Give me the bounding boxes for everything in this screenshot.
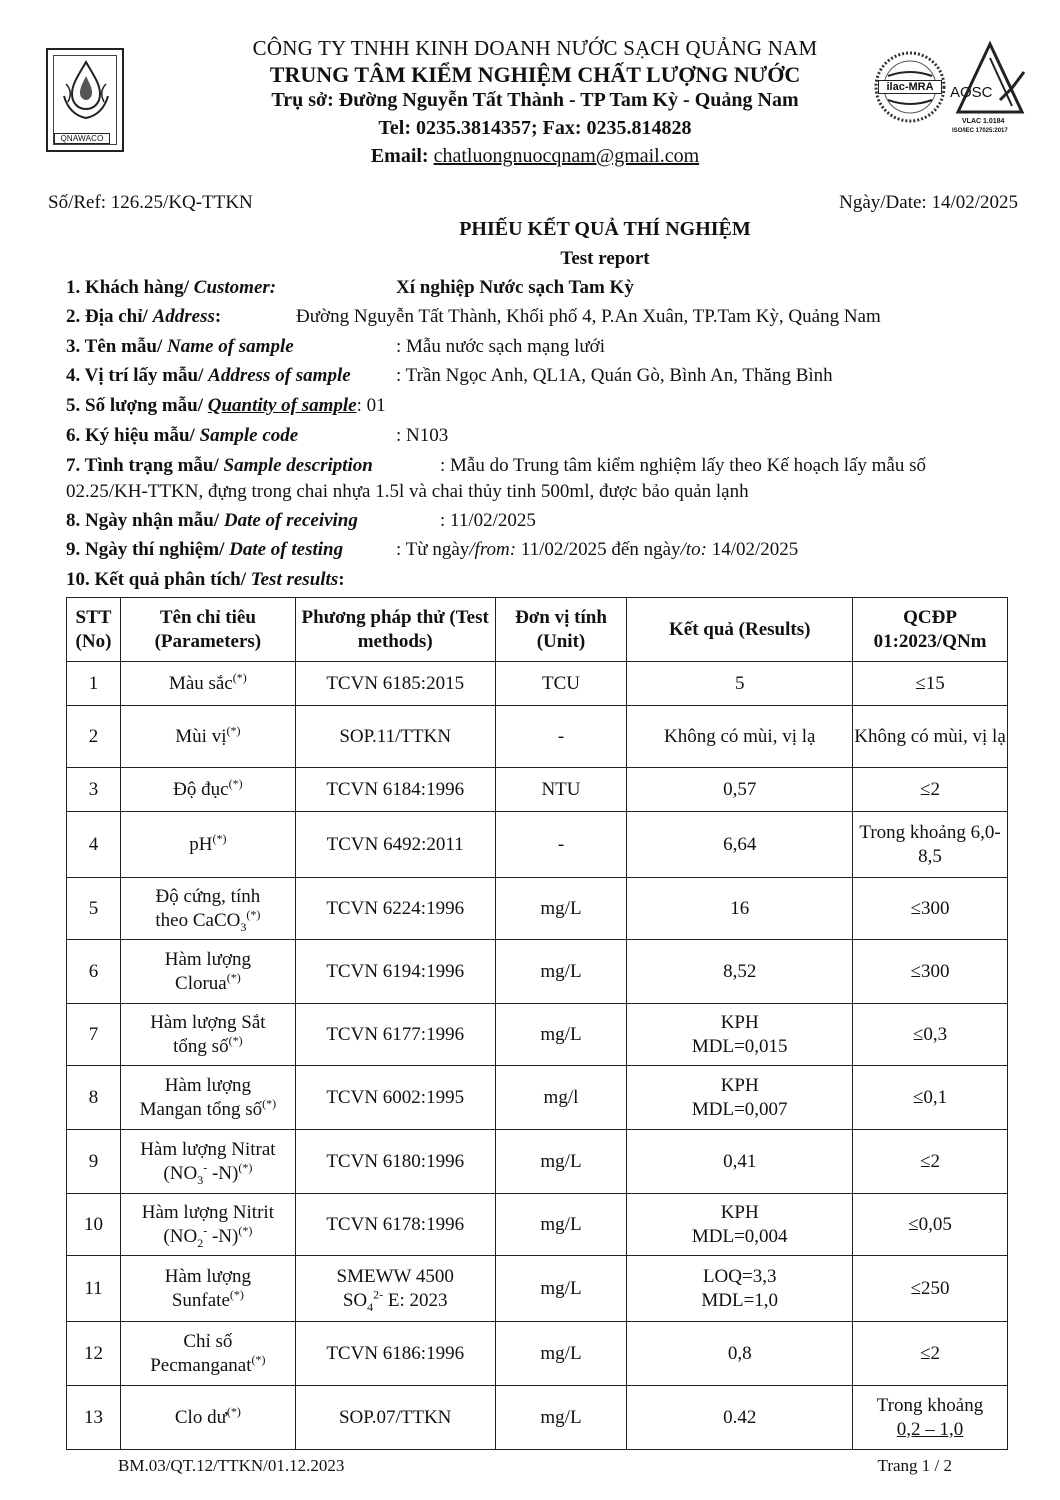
cell-no: 5: [67, 878, 121, 940]
testing-label-en: Date of testing: [229, 539, 344, 560]
param-text: Hàm lượng: [164, 1265, 252, 1287]
method-text-3: E: 2023: [383, 1289, 448, 1311]
param-text-3: -N): [207, 1162, 239, 1184]
cell-no: 2: [67, 706, 121, 768]
table-row: [67, 940, 1008, 1004]
table-row: [67, 662, 1008, 706]
method-subscript: 4: [367, 1299, 374, 1314]
cell-result: 5: [627, 662, 853, 706]
cell-limit: ≤2: [853, 768, 1008, 812]
info-results: [66, 569, 345, 591]
note-mark: (*): [229, 1287, 244, 1302]
sample-code-label: 6. Ký hiệu mẫu/: [66, 425, 200, 446]
cell-limit: ≤15: [853, 662, 1008, 706]
cell-unit: TCU: [495, 662, 627, 706]
param-text-3: -N): [207, 1225, 239, 1247]
qnawaco-logo: [46, 48, 124, 152]
method-charge: 2-: [373, 1287, 384, 1302]
aosc-vlac: VLAC 1.0184: [962, 118, 1005, 125]
cell-limit: Trong khoảng 6,0-8,5: [853, 812, 1008, 878]
method-text: SMEWW 4500: [336, 1265, 454, 1287]
info-sample-name: [66, 336, 606, 358]
note-mark: (*): [226, 970, 241, 985]
description-label: 7. Tình trạng mẫu/: [66, 455, 224, 476]
cell-no: 7: [67, 1004, 121, 1066]
cell-param: [120, 878, 295, 940]
location-label-en: Address of sample: [208, 365, 351, 386]
address-value: Đường Nguyễn Tất Thành, Khối phố 4, P.An Xuân, TP.Tam Kỳ, Quảng Nam: [296, 306, 881, 327]
table-header-row: [67, 598, 1008, 662]
results-table: [66, 597, 1008, 1450]
cell-param: [120, 1066, 295, 1130]
note-mark: (*): [226, 1404, 241, 1419]
col-header-no: STT (No): [67, 598, 121, 662]
cell-param: [120, 706, 295, 768]
quantity-label-en: Quantity of sample: [207, 395, 357, 416]
customer-label: 1. Khách hàng/: [66, 277, 194, 298]
param-text: Hàm lượng: [164, 1074, 252, 1096]
result-text: KPH: [720, 1201, 759, 1223]
info-sample-code: [66, 425, 449, 447]
cell-param: [120, 1256, 295, 1322]
result-mdl: MDL=0,015: [691, 1035, 788, 1057]
cell-limit: ≤300: [853, 878, 1008, 940]
cell-unit: mg/L: [495, 1004, 627, 1066]
cell-result: 0,8: [627, 1322, 853, 1386]
description-label-en: Sample description: [223, 455, 373, 476]
note-mark: (*): [228, 1033, 243, 1048]
table-row: [67, 1194, 1008, 1256]
testing-from-label: : Từ ngày: [396, 539, 470, 560]
col-header-param: Tên chỉ tiêu (Parameters): [120, 598, 295, 662]
cell-no: 6: [67, 940, 121, 1004]
method-text-2: SO: [342, 1289, 368, 1311]
cell-method: TCVN 6184:1996: [295, 768, 495, 812]
reference-number: Số/Ref: 126.25/KQ-TTKN: [48, 192, 253, 213]
cell-unit: -: [495, 812, 627, 878]
cell-param: [120, 1194, 295, 1256]
table-row: [67, 1322, 1008, 1386]
water-drop-icon: [56, 56, 116, 126]
email-link[interactable]: chatluongnuocqnam@gmail.com: [433, 145, 700, 167]
param-text: Chỉ số: [183, 1330, 233, 1352]
address-label: 2. Địa chỉ/: [66, 306, 153, 327]
quantity-label: 5. Số lượng mẫu/: [66, 395, 208, 416]
note-mark: (*): [262, 1096, 277, 1111]
note-mark: (*): [228, 776, 243, 791]
col-header-limit: QCĐP 01:2023/QNm: [853, 598, 1008, 662]
result-text: KPH: [720, 1074, 759, 1096]
aosc-iso: ISO/IEC 17025:2017: [952, 128, 1008, 134]
limit-range: 0,2 – 1,0: [896, 1418, 964, 1440]
report-title: PHIẾU KẾT QUẢ THÍ NGHIỆM: [459, 218, 751, 240]
cell-limit: ≤2: [853, 1130, 1008, 1194]
cell-unit: mg/L: [495, 940, 627, 1004]
info-address: [66, 306, 881, 328]
cell-unit: mg/L: [495, 1386, 627, 1450]
company-name: CÔNG TY TNHH KINH DOANH NƯỚC SẠCH QUẢNG NAM: [252, 36, 818, 60]
cell-method: [295, 1256, 495, 1322]
cell-unit: -: [495, 706, 627, 768]
cell-unit: mg/L: [495, 1194, 627, 1256]
info-receiving: [66, 510, 536, 532]
description-value: : Mẫu do Trung tâm kiểm nghiệm lấy theo Kế hoạch lấy mẫu số: [440, 455, 927, 476]
param-text: Màu sắc: [168, 672, 233, 694]
cell-result: [627, 1004, 853, 1066]
param-charge: -: [203, 1160, 208, 1175]
cell-no: 13: [67, 1386, 121, 1450]
cell-no: 4: [67, 812, 121, 878]
param-subscript: 2: [197, 1235, 204, 1250]
cell-unit: mg/L: [495, 1322, 627, 1386]
col-header-unit: Đơn vị tính (Unit): [495, 598, 627, 662]
company-phone: Tel: 0235.3814357; Fax: 0235.814828: [378, 117, 692, 139]
customer-value: Xí nghiệp Nước sạch Tam Kỳ: [396, 277, 634, 298]
email-label: Email:: [370, 145, 434, 167]
report-subtitle: Test report: [560, 248, 650, 269]
param-text-2: (NO: [163, 1225, 198, 1247]
cell-result: [627, 1256, 853, 1322]
cell-no: 12: [67, 1322, 121, 1386]
cell-method: TCVN 6194:1996: [295, 940, 495, 1004]
page-number: Trang 1 / 2: [877, 1456, 952, 1475]
cell-result: 16: [627, 878, 853, 940]
note-mark: (*): [212, 831, 227, 846]
report-date: Ngày/Date: 14/02/2025: [839, 192, 1018, 213]
info-description: [66, 455, 927, 477]
cell-unit: mg/L: [495, 1256, 627, 1322]
param-text: Độ đục: [173, 778, 229, 800]
sample-name-value: : Mẫu nước sạch mạng lưới: [396, 336, 606, 357]
note-mark: (*): [246, 907, 261, 922]
form-code: BM.03/QT.12/TTKN/01.12.2023: [118, 1456, 345, 1475]
cell-param: [120, 662, 295, 706]
table-row: [67, 1256, 1008, 1322]
description-value-cont: 02.25/KH-TTKN, đựng trong chai nhựa 1.5l và chai thủy tinh 500ml, được bảo quản lạnh: [66, 481, 749, 502]
param-text-2: (NO: [163, 1162, 198, 1184]
address-colon: :: [214, 306, 222, 327]
location-label: 4. Vị trí lấy mẫu/: [66, 365, 209, 386]
cell-limit: ≤0,3: [853, 1004, 1008, 1066]
note-mark: (*): [251, 1352, 266, 1367]
receiving-value: : 11/02/2025: [440, 510, 536, 531]
result-text: KPH: [720, 1011, 759, 1033]
document-header: [0, 30, 1060, 180]
table-row: [67, 1386, 1008, 1450]
result-loq: LOQ=3,3: [702, 1265, 777, 1287]
cell-method: TCVN 6492:2011: [295, 812, 495, 878]
testing-to-en: /to:: [680, 539, 712, 560]
cell-no: 9: [67, 1130, 121, 1194]
testing-value: [396, 539, 798, 561]
info-testing: [66, 539, 799, 561]
param-text: Độ cứng, tính: [155, 885, 261, 907]
results-label-en: Test results: [250, 569, 339, 590]
sample-name-label-en: Name of sample: [167, 336, 294, 357]
aosc-logo: [950, 40, 1030, 140]
cell-method: TCVN 6178:1996: [295, 1194, 495, 1256]
cell-no: 1: [67, 662, 121, 706]
sample-code-label-en: Sample code: [199, 425, 299, 446]
param-subscript: 3: [197, 1172, 204, 1187]
param-text: Mùi vị: [175, 725, 227, 747]
cell-method: TCVN 6224:1996: [295, 878, 495, 940]
param-text: Hàm lượng: [164, 948, 252, 970]
info-quantity: [66, 395, 386, 417]
cell-limit: ≤250: [853, 1256, 1008, 1322]
cell-result: [627, 1066, 853, 1130]
limit-text: Trong khoảng: [876, 1394, 984, 1416]
cell-param: [120, 1322, 295, 1386]
receiving-label: 8. Ngày nhận mẫu/: [66, 510, 224, 531]
cell-method: TCVN 6185:2015: [295, 662, 495, 706]
cell-result: 6,64: [627, 812, 853, 878]
cell-result: [627, 1194, 853, 1256]
cell-param: [120, 1130, 295, 1194]
param-text: Hàm lượng Nitrat: [140, 1138, 276, 1160]
cell-method: SOP.11/TTKN: [295, 706, 495, 768]
param-text: pH: [189, 833, 213, 855]
testing-label: 9. Ngày thí nghiệm/: [66, 539, 230, 560]
company-email: [150, 145, 920, 168]
receiving-label-en: Date of receiving: [223, 510, 358, 531]
col-header-result: Kết quả (Results): [627, 598, 853, 662]
cell-unit: mg/l: [495, 1066, 627, 1130]
note-mark: (*): [238, 1160, 253, 1175]
param-subscript: 3: [240, 919, 247, 934]
center-name: TRUNG TÂM KIỂM NGHIỆM CHẤT LƯỢNG NƯỚC: [269, 62, 801, 87]
cell-method: TCVN 6180:1996: [295, 1130, 495, 1194]
logo-left-tag: QNAWACO: [54, 133, 110, 144]
info-customer: [66, 277, 634, 299]
cell-unit: mg/L: [495, 1130, 627, 1194]
customer-label-en: Customer:: [193, 277, 277, 298]
cell-result: 0,41: [627, 1130, 853, 1194]
company-address: Trụ sở: Đường Nguyễn Tất Thành - TP Tam Kỳ - Quảng Nam: [271, 89, 799, 111]
cell-param: [120, 768, 295, 812]
param-text: Hàm lượng Nitrit: [141, 1201, 274, 1223]
note-mark: (*): [226, 723, 241, 738]
info-location: [66, 365, 833, 387]
cell-no: 11: [67, 1256, 121, 1322]
cell-limit: ≤0,1: [853, 1066, 1008, 1130]
sample-code-value: : N103: [396, 425, 449, 446]
param-charge: -: [203, 1223, 208, 1238]
param-text-2: tổng số: [173, 1035, 229, 1057]
cell-unit: mg/L: [495, 878, 627, 940]
cell-unit: NTU: [495, 768, 627, 812]
param-text-2: Mangan tổng số: [139, 1098, 263, 1120]
cell-method: TCVN 6186:1996: [295, 1322, 495, 1386]
cell-method: TCVN 6002:1995: [295, 1066, 495, 1130]
cell-result: 0.42: [627, 1386, 853, 1450]
aosc-text: AOSC: [950, 84, 993, 101]
result-mdl: MDL=1,0: [701, 1289, 779, 1311]
cell-no: 3: [67, 768, 121, 812]
param-text: Clo dư: [174, 1406, 227, 1428]
address-label-en: Address: [152, 306, 215, 327]
col-header-method: Phương pháp thử (Test methods): [295, 598, 495, 662]
cell-limit: Không có mùi, vị lạ: [853, 706, 1008, 768]
ilac-text: ilac-MRA: [878, 80, 942, 94]
cell-result: 8,52: [627, 940, 853, 1004]
table-row: [67, 768, 1008, 812]
param-text-2: Sunfate: [171, 1289, 230, 1311]
table-row: [67, 706, 1008, 768]
ilac-mra-logo: [874, 46, 946, 128]
testing-to-date: 14/02/2025: [711, 539, 799, 560]
cell-result: Không có mùi, vị lạ: [627, 706, 853, 768]
cell-method: TCVN 6177:1996: [295, 1004, 495, 1066]
cell-no: 8: [67, 1066, 121, 1130]
cell-limit: [853, 1386, 1008, 1450]
cell-limit: ≤2: [853, 1322, 1008, 1386]
aosc-triangle-icon: [950, 40, 1030, 120]
note-mark: (*): [232, 670, 247, 685]
sample-name-label: 3. Tên mẫu/: [66, 336, 168, 357]
result-mdl: MDL=0,004: [691, 1225, 788, 1247]
cell-limit: ≤300: [853, 940, 1008, 1004]
testing-to-label: 11/02/2025 đến ngày: [520, 539, 681, 560]
cell-method: SOP.07/TTKN: [295, 1386, 495, 1450]
table-row: [67, 1130, 1008, 1194]
table-row: [67, 878, 1008, 940]
cell-param: [120, 940, 295, 1004]
param-text: Hàm lượng Sắt: [150, 1011, 266, 1033]
quantity-value: : 01: [356, 395, 386, 416]
results-colon: :: [338, 569, 345, 590]
table-row: [67, 1004, 1008, 1066]
cell-limit: ≤0,05: [853, 1194, 1008, 1256]
result-mdl: MDL=0,007: [691, 1098, 788, 1120]
location-value: : Trần Ngọc Anh, QL1A, Quán Gò, Bình An, Thăng Bình: [396, 365, 833, 386]
param-text-2: Pecmanganat: [150, 1354, 252, 1376]
table-row: [67, 812, 1008, 878]
results-label: 10. Kết quả phân tích/: [66, 569, 251, 590]
cell-param: [120, 1386, 295, 1450]
cell-no: 10: [67, 1194, 121, 1256]
table-row: [67, 1066, 1008, 1130]
param-text-2: theo CaCO: [155, 909, 241, 931]
cell-result: 0,57: [627, 768, 853, 812]
testing-from-en: /from:: [469, 539, 521, 560]
cell-param: [120, 812, 295, 878]
cell-param: [120, 1004, 295, 1066]
note-mark: (*): [238, 1223, 253, 1238]
info-description-cont: [66, 481, 749, 503]
param-text-2: Clorua: [175, 972, 227, 994]
